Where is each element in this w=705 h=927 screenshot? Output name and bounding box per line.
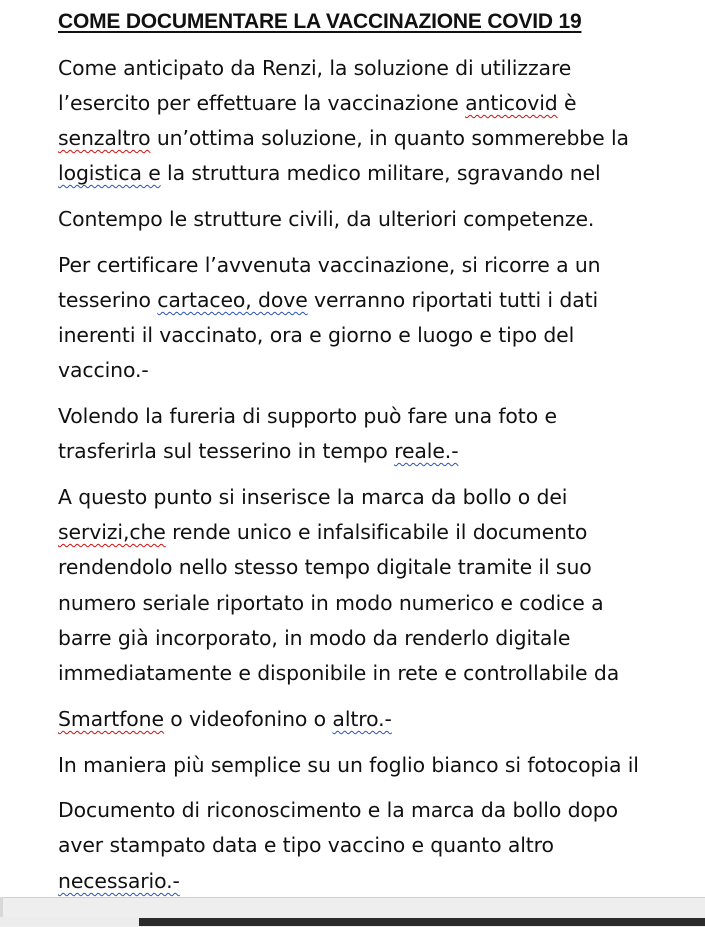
- flagged-word: cartaceo, dove: [157, 288, 308, 312]
- text-span: A questo punto si inserisce la marca da bollo o dei: [58, 485, 568, 509]
- flagged-word: necessario.-: [58, 869, 180, 893]
- flagged-word: altro.-: [332, 707, 392, 731]
- text-span: aver stampato data e tipo vaccino e quanto altro: [58, 833, 554, 857]
- text-span: tesserino: [58, 288, 158, 312]
- text-span: vaccino.-: [58, 358, 149, 382]
- text-span: inerenti il vaccinato, ora e giorno e luogo e tipo del: [58, 323, 575, 347]
- flagged-word: reale.-: [394, 439, 459, 463]
- text-line: [58, 519, 587, 545]
- text-span: trasferirla sul tesserino in tempo: [58, 439, 395, 463]
- text-span: In maniera più semplice su un foglio bianco si fotocopia il: [58, 753, 639, 777]
- text-line: [58, 706, 392, 732]
- text-line: [58, 797, 618, 823]
- text-line: [58, 403, 557, 429]
- horizontal-scrollbar-thumb[interactable]: [139, 918, 705, 926]
- text-span: Documento di riconoscimento e la marca da bollo dopo: [58, 798, 619, 822]
- text-span: Volendo la fureria di supporto può fare una foto e: [58, 404, 557, 428]
- text-span: Come anticipato da Renzi, la soluzione di utilizzare: [58, 56, 572, 80]
- text-line: [58, 590, 603, 616]
- flagged-word: servizi,che: [58, 520, 166, 544]
- text-line: [58, 554, 592, 580]
- text-line: [58, 160, 601, 186]
- text-span: o videofonino o: [163, 707, 333, 731]
- text-line: [58, 752, 639, 778]
- text-span: verranno riportati tutti i dati: [307, 288, 599, 312]
- text-line: [58, 484, 567, 510]
- text-span: Per certificare l’avvenuta vaccinazione, si ricorre a un: [58, 253, 601, 277]
- text-line: [58, 660, 619, 686]
- text-span: la struttura medico militare, sgravando nel: [160, 161, 601, 185]
- document-title: COME DOCUMENTARE LA VACCINAZIONE COVID 19: [58, 10, 582, 33]
- flagged-word: senzaltro: [58, 126, 151, 150]
- text-line: [58, 125, 629, 151]
- flagged-word: logistica e: [58, 161, 161, 185]
- text-span: l’esercito per effettuare la vaccinazione: [58, 91, 466, 115]
- text-line: [58, 322, 574, 348]
- text-line: [58, 90, 576, 116]
- page-edge-marker: [0, 897, 3, 917]
- text-span: un’ottima soluzione, in quanto sommerebbe la: [150, 126, 629, 150]
- text-line: [58, 287, 598, 313]
- text-line: [58, 357, 149, 383]
- text-span: è: [557, 91, 577, 115]
- text-line: [58, 55, 571, 81]
- text-line: [58, 252, 601, 278]
- text-span: immediatamente e disponibile in rete e controllabile da: [58, 661, 620, 685]
- flagged-word: Smartfone: [58, 707, 164, 731]
- text-span: rende unico e infalsificabile il documento: [165, 520, 588, 544]
- text-line: [58, 832, 554, 858]
- text-span: numero seriale riportato in modo numerico e codice a: [58, 591, 604, 615]
- text-span: barre già incorporato, in modo da renderlo digitale: [58, 626, 571, 650]
- text-line: [58, 625, 570, 651]
- text-line: [58, 438, 458, 464]
- text-span: rendendolo nello stesso tempo digitale tramite il suo: [58, 555, 592, 579]
- text-span: Contempo le strutture civili, da ulteriori competenze.: [58, 207, 595, 231]
- flagged-word: anticovid: [465, 91, 558, 115]
- text-line: [58, 868, 180, 894]
- text-line: [58, 206, 594, 232]
